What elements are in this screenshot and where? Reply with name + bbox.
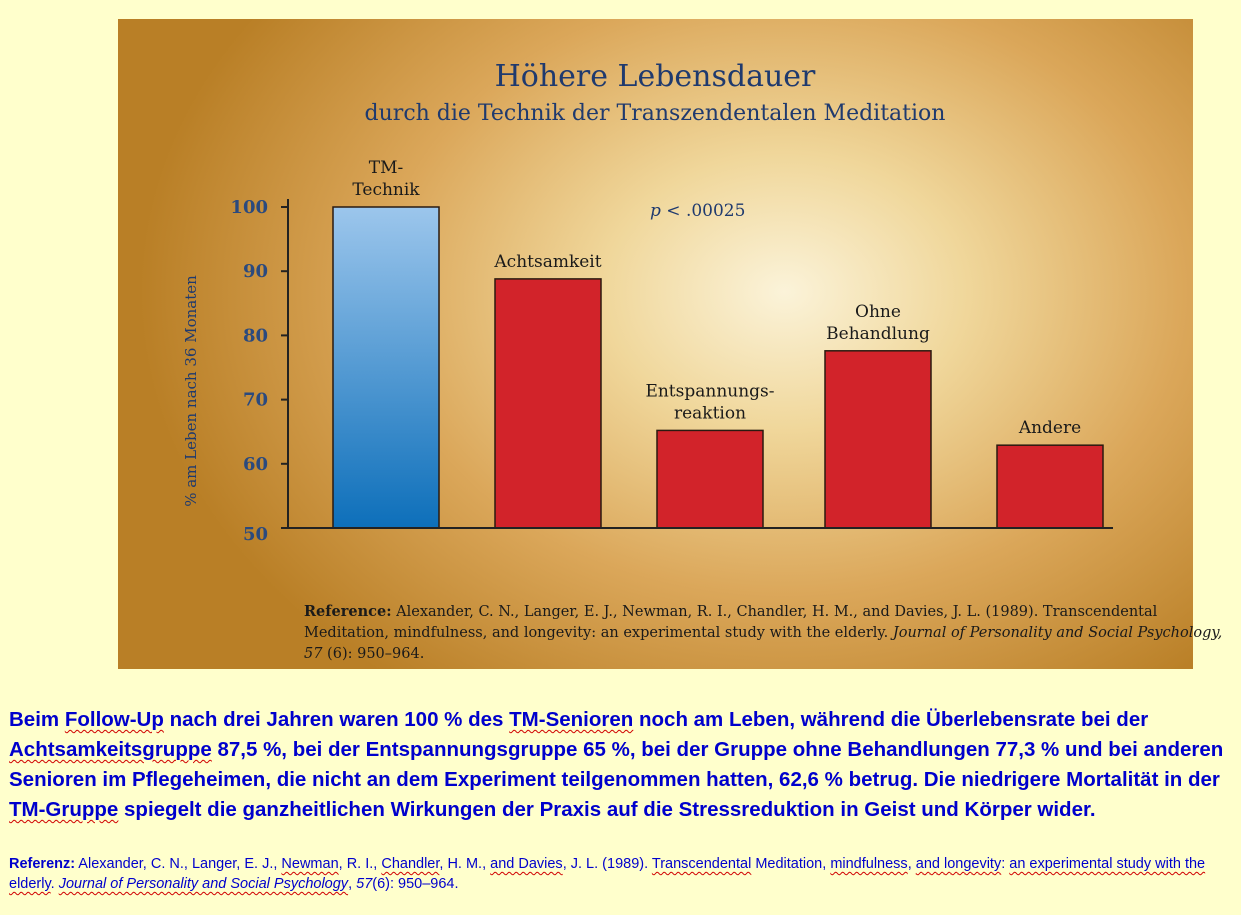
bar-label-4: Andere bbox=[1018, 418, 1082, 439]
footnote-word: and Davies bbox=[490, 856, 563, 872]
caption-word: Achtsamkeitsgruppe bbox=[9, 738, 212, 761]
footnote-word: Chandler bbox=[381, 856, 440, 872]
caption-part: Beim bbox=[9, 708, 65, 731]
bar-label-2: reaktion bbox=[673, 403, 747, 424]
caption-part: spiegelt die ganzheitlichen Wirkungen der Praxis auf die Stressreduktion in Geist und Körper wider. bbox=[118, 798, 1096, 821]
y-tick-label: 60 bbox=[242, 453, 268, 475]
footnote-part: , R. I., bbox=[338, 856, 382, 872]
bar-label-3: Behandlung bbox=[826, 323, 930, 344]
bar-label-top-3: Ohne bbox=[855, 301, 901, 322]
caption-word: TM-Senioren bbox=[509, 708, 634, 731]
footnote-part: , J. L. (1989). bbox=[562, 856, 652, 872]
footnote-reference bbox=[9, 854, 1239, 894]
caption-word: Follow-Up bbox=[64, 708, 164, 731]
y-tick-label: 90 bbox=[242, 261, 268, 283]
reference-pages: (6): 950–964. bbox=[322, 646, 425, 662]
chart-reference bbox=[304, 601, 1241, 665]
chart-subtitle: durch die Technik der Transzendentalen Meditation bbox=[364, 101, 946, 126]
reference-journal: Journal of Personality and Social Psychology, 57 bbox=[304, 625, 1223, 662]
footnote-part: Meditation, bbox=[751, 856, 831, 872]
bar-label-1: Achtsamkeit bbox=[494, 251, 602, 272]
footnote-part: , H. M., bbox=[439, 856, 491, 872]
reference-label: Reference: bbox=[304, 603, 392, 620]
footnote-part: , bbox=[907, 856, 916, 872]
footnote-word: and longevity bbox=[915, 856, 1002, 872]
caption-part: nach drei Jahren waren 100 % des bbox=[163, 708, 510, 731]
footnote-label: Referenz: bbox=[9, 856, 76, 872]
bar-3 bbox=[825, 351, 931, 528]
footnote-word: Newman bbox=[281, 856, 339, 872]
bar-0 bbox=[333, 207, 439, 528]
footnote-part: . bbox=[50, 876, 59, 892]
bar-chart bbox=[118, 19, 1193, 669]
caption-part: noch am Leben, während die Überlebensrate bei der bbox=[633, 708, 1149, 731]
y-axis-label: % am Leben nach 36 Monaten bbox=[182, 275, 200, 507]
footnote-volume: 57 bbox=[356, 876, 373, 892]
y-tick-label: 100 bbox=[230, 197, 268, 218]
footnote-part: : bbox=[1001, 856, 1010, 872]
bar-4 bbox=[997, 445, 1103, 528]
y-tick-label: 80 bbox=[242, 325, 268, 347]
footnote-part: (6): 950–964. bbox=[372, 876, 459, 892]
footnote-part: Alexander, C. N., Langer, E. J., bbox=[75, 856, 282, 872]
reference-text: Alexander, C. N., Langer, E. J., Newman, R. I., Chandler, H. M., and Davies, J. L. (1989). Transcendental Meditation, mindfulness, and longevity: an experimental study with the elderly. bbox=[304, 604, 1158, 641]
bar-label-top-0: TM- bbox=[368, 158, 404, 178]
footnote-word: Transcendental bbox=[651, 856, 752, 872]
chart-panel bbox=[118, 19, 1223, 669]
footnote-part: , bbox=[348, 876, 357, 892]
footnote-word: an experimental study with the elderly bbox=[9, 856, 1206, 892]
footnote-journal: Journal of Personality and Social Psychology bbox=[58, 876, 349, 892]
bar-2 bbox=[657, 430, 763, 528]
bar-1 bbox=[495, 279, 601, 528]
chart-title: Höhere Lebensdauer bbox=[494, 59, 816, 94]
caption-word: TM-Gruppe bbox=[9, 798, 119, 821]
footnote-word: mindfulness bbox=[830, 856, 908, 872]
bar-label-top-2: Entspannungs- bbox=[645, 381, 775, 402]
caption-part: 87,5 %, bei der Entspannungsgruppe 65 %, bei der Gruppe ohne Behandlungen 77,3 % und bei anderen Senioren im Pflegeheimen, die nicht an dem Experiment teilgenommen hatten, 62,6 % betrug. Die niedrigere Mortalität in der bbox=[9, 738, 1224, 791]
caption-text bbox=[9, 705, 1237, 825]
p-value-annotation: p < .00025 bbox=[650, 201, 746, 221]
bar-label-0: Technik bbox=[352, 180, 420, 200]
y-tick-label: 50 bbox=[242, 524, 268, 545]
y-tick-label: 70 bbox=[242, 389, 268, 411]
